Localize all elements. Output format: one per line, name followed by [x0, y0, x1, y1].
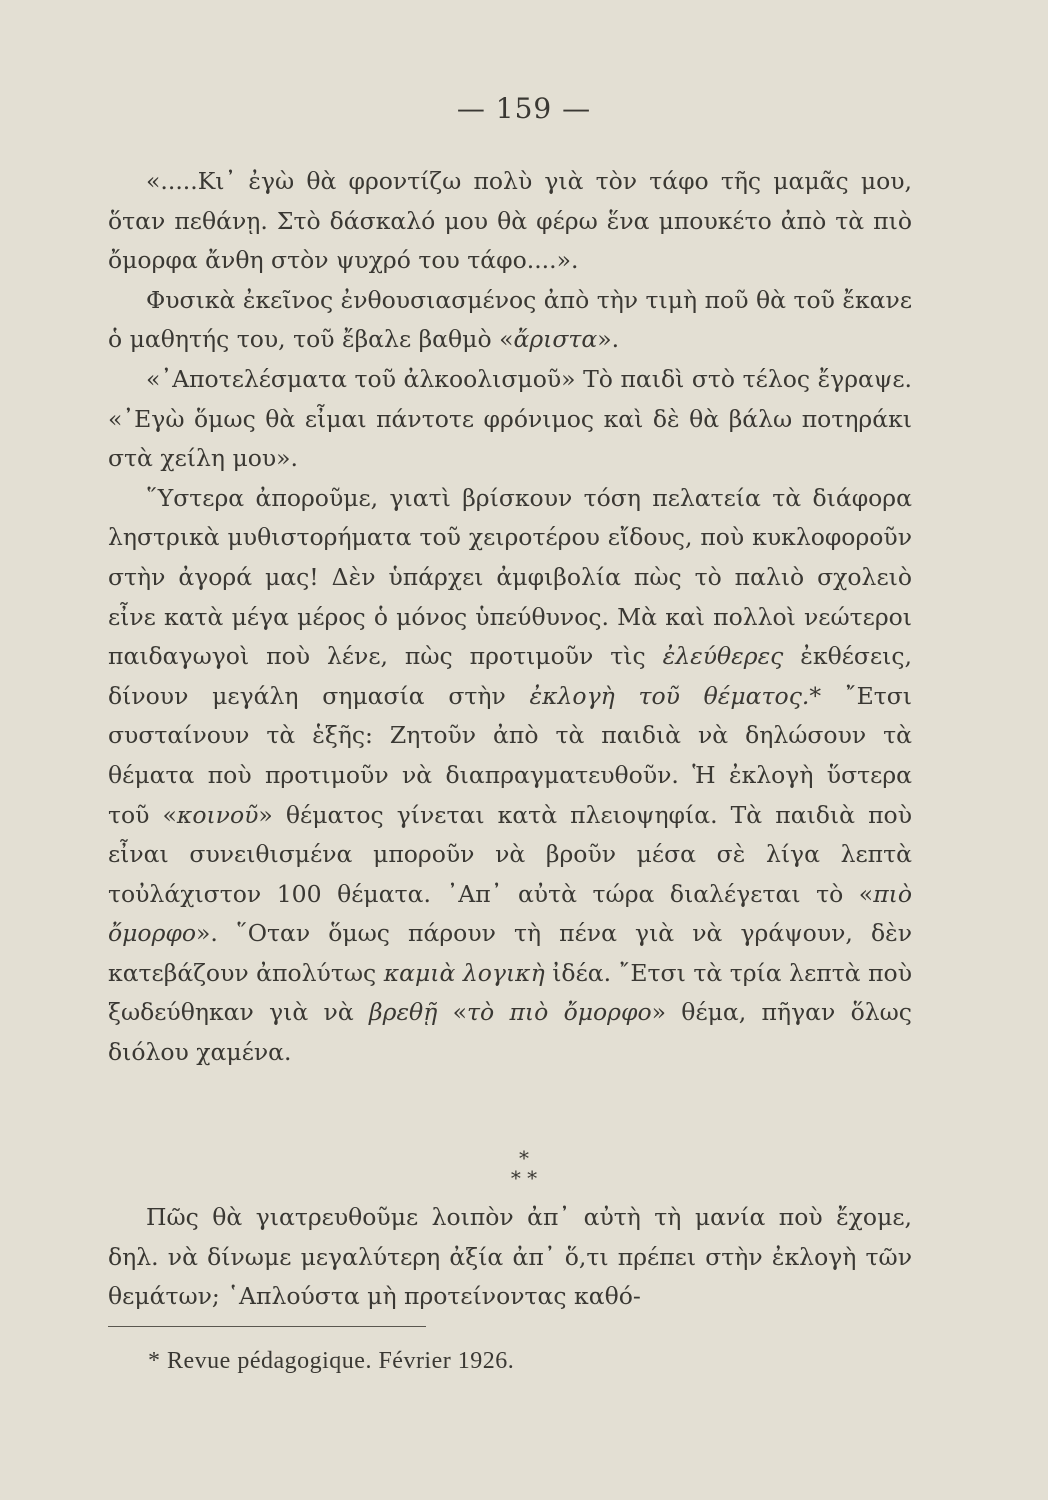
- text-run: ἐκθέσεις, δίνουν μεγάλη σημασία στὴν: [108, 642, 912, 710]
- continuation-text: [108, 1198, 912, 1317]
- paragraph: [108, 1198, 912, 1317]
- italic-text: ἐλεύθερες: [662, 642, 784, 671]
- text-run: ῞Υστερα ἀποροῦμε, γιατὶ βρίσκουν τόση πελατεία τὰ διάφορα ληστρικὰ μυθιστορήματα τοῦ χειροτέρου εἴδους, ποὺ κυκλοφοροῦν στὴν ἀγορά μας! Δὲν ὑπάρχει ἀμφιβολία πὼς τὸ παλιὸ σχολειὸ εἶνε κατὰ μέγα μέρος ὁ μόνος ὑπεύθυνος. Μὰ καὶ πολλοὶ νεώτεροι παιδαγωγοὶ ποὺ λένε, πὼς προτιμοῦν τὶς: [108, 483, 912, 671]
- footnote-rule: [108, 1326, 426, 1327]
- footnote: * Revue pédagogique. Février 1926.: [148, 1348, 515, 1374]
- asterism-top: *: [519, 1146, 529, 1170]
- paragraph: [108, 281, 912, 360]
- text-run: ». ῞Οταν ὅμως πάρουν τὴ πένα γιὰ νὰ γράψουν, δὲν κατεβάζουν ἀπολύτως: [108, 919, 912, 987]
- paragraph: [108, 162, 912, 281]
- main-text: [108, 162, 912, 1073]
- text-run: Πῶς θὰ γιατρευθοῦμε λοιπὸν ἀπ᾽ αὐτὴ τὴ μανία ποὺ ἔχομε, δηλ. νὰ δίνωμε μεγαλύτερη ἀξία ἀπ᾽ ὅ,τι πρέπει στὴν: [108, 1203, 912, 1271]
- text-run: » θέματος γίνεται κατὰ πλειοψηφία. Τὰ παιδιὰ ποὺ εἶναι συνειθισμένα μποροῦν νὰ βροῦν μέσα σὲ λίγα λεπτὰ τοὐλάχιστον 100 θέματα. ᾽Απ᾽ αὐτὰ τώρα διαλέγεται τὸ «: [108, 800, 912, 908]
- text-run: ».: [597, 325, 620, 354]
- italic-text: ἄριστα: [513, 325, 598, 354]
- italic-text: καμιὰ λογικὴ: [383, 958, 545, 987]
- text-run: «: [437, 998, 467, 1027]
- italic-text: κοινοῦ: [176, 800, 259, 829]
- italic-text: πιὸ ὄμορφο: [108, 879, 912, 948]
- italic-text: ἐκλογὴ: [771, 1242, 857, 1271]
- text-run: ἰδέα. ῎Ετσι τὰ τρία λεπτὰ ποὺ ξωδεύθηκαν γιὰ νὰ: [108, 958, 912, 1027]
- text-run: Φυσικὰ ἐκεῖνος ἐνθουσιασμένος ἀπὸ τὴν τιμὴ ποῦ θὰ τοῦ ἔκανε ὁ μαθητής του, τοῦ ἔβαλε βαθμὸ «: [108, 285, 912, 354]
- text-run: «᾽Αποτελέσματα τοῦ ἀλκοολισμοῦ» Τὸ παιδὶ στὸ τέλος ἔγραψε. «᾽Εγὼ ὅμως θὰ εἶμαι πάντοτε φρόνιμος καὶ δὲ θὰ βάλω ποτηράκι στὰ χείλη μου».: [108, 364, 912, 473]
- paragraph: [108, 479, 912, 1073]
- page-number: — 159 —: [456, 92, 592, 125]
- text-run: τῶν θεμάτων; ῾Απλούστα μὴ προτείνοντας καθό-: [108, 1242, 912, 1311]
- text-run: * ῎Ετσι συσταίνουν τὰ ἑξῆς: Ζητοῦν ἀπὸ τὰ παιδιὰ νὰ δηλώσουν τὰ θέματα ποὺ προτιμοῦν νὰ διαπραγματευθοῦν. Ἡ ἐκλογὴ ὕστερα τοῦ «: [108, 681, 912, 829]
- italic-text: βρεθῇ: [369, 998, 438, 1027]
- asterism-bottom: * *: [510, 1166, 538, 1190]
- italic-text: τὸ πιὸ ὄμορφο: [467, 998, 652, 1027]
- text-run: » θέμα, πῆγαν ὅλως διόλου χαμένα.: [108, 998, 912, 1067]
- text-run: «.....Κι᾽ ἐγὼ θὰ φροντίζω πολὺ γιὰ τὸν τάφο τῆς μαμᾶς μου, ὅταν πεθάνῃ. Στὸ δάσκαλό μου θὰ φέρω ἕνα μπουκέτο ἀπὸ τὰ πιὸ ὄμορφα ἄνθη στὸν ψυχρό του τάφο....».: [108, 167, 912, 275]
- paragraph: [108, 360, 912, 479]
- italic-text: ἐκλογὴ τοῦ θέματος.: [529, 681, 810, 710]
- section-break-asterism: [0, 1148, 1048, 1188]
